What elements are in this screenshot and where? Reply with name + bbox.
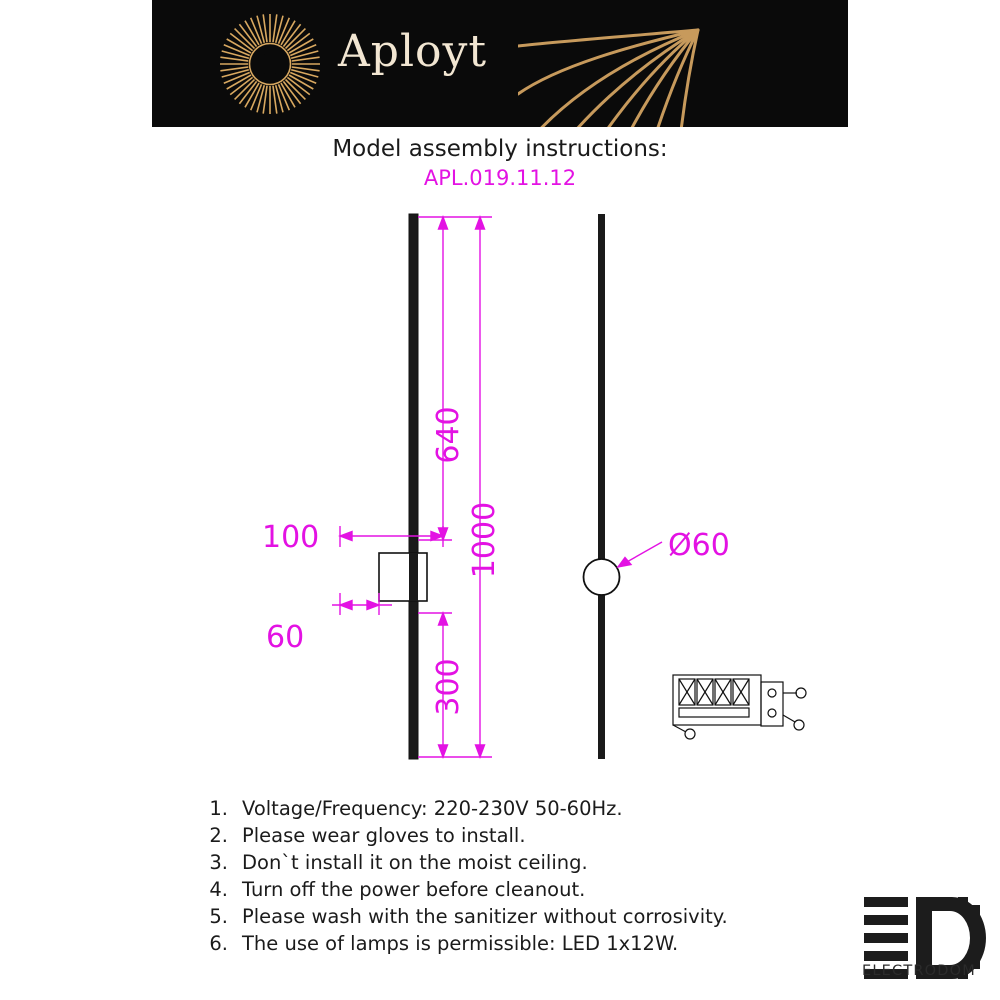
list-item-number: 1. xyxy=(209,797,228,820)
brand-banner xyxy=(152,0,848,127)
list-item xyxy=(196,930,876,957)
list-item-text: Please wash with the sanitizer without corrosivity. xyxy=(242,905,728,928)
list-item xyxy=(196,795,876,822)
model-code: APL.019.11.12 xyxy=(423,166,577,190)
list-item-text: Don`t install it on the moist ceiling. xyxy=(242,851,588,874)
list-item-number: 4. xyxy=(209,878,228,901)
page-title: Model assembly instructions: xyxy=(332,136,668,162)
dim-1000: 1000 xyxy=(467,501,502,579)
list-item-number: 6. xyxy=(209,932,228,955)
list-item-text: Turn off the power before cleanout. xyxy=(242,878,586,901)
dim-diameter-60: Ø60 xyxy=(668,528,730,563)
list-item-number: 3. xyxy=(209,851,228,874)
instruction-list xyxy=(196,795,876,957)
list-item xyxy=(196,903,876,930)
dimension-labels xyxy=(262,406,730,715)
terminal-block-icon xyxy=(673,675,806,739)
radial-rays-icon xyxy=(518,0,848,127)
dim-300: 300 xyxy=(431,658,466,716)
dim-100: 100 xyxy=(262,520,320,555)
dimension-lines xyxy=(332,217,662,757)
list-item-text: Voltage/Frequency: 220-230V 50-60Hz. xyxy=(242,797,623,820)
list-item xyxy=(196,822,876,849)
list-item-text: Please wear gloves to install. xyxy=(242,824,526,847)
list-item-number: 5. xyxy=(209,905,228,928)
assembly-drawing xyxy=(0,195,1000,785)
list-item-text: The use of lamps is permissible: LED 1x12W. xyxy=(242,932,679,955)
dim-60: 60 xyxy=(266,620,305,655)
front-view-lamp xyxy=(379,214,427,759)
list-item xyxy=(196,849,876,876)
dim-640: 640 xyxy=(431,406,466,464)
sunburst-logo-icon xyxy=(216,10,324,118)
watermark-caption: ELECTRODOM xyxy=(862,963,976,979)
list-item xyxy=(196,876,876,903)
list-item-number: 2. xyxy=(209,824,228,847)
brand-name: Aployt xyxy=(338,26,488,77)
side-view-lamp xyxy=(584,214,620,759)
